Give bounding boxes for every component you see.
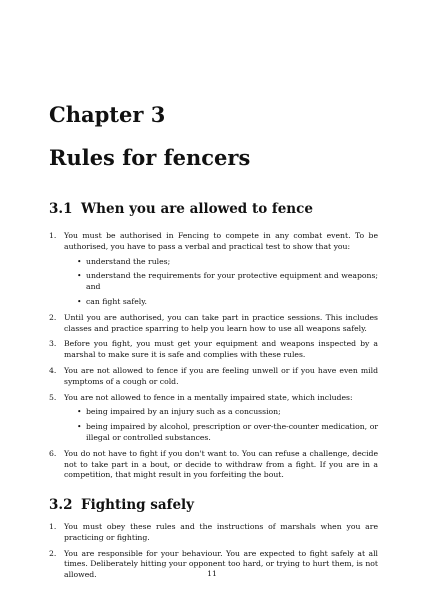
- bullet-item: • understand the requirements for your protective equipment and weapons; and: [77, 271, 378, 293]
- item-text: Until you are authorised, you can take part in practice sessions. This includes classes and practice sparring to help you learn how to use all weapons safely.: [64, 312, 378, 333]
- item-number: 1.: [49, 231, 57, 240]
- bullet-item: • understand the rules;: [77, 257, 378, 268]
- bullet-list: [64, 407, 378, 443]
- bullet-item: • can fight safely.: [77, 297, 378, 308]
- item-text: You are responsible for your behaviour. You are expected to fight safely at all times. Deliberately hitting your opponent too hard, or trying to hurt them, is not allowed.: [64, 548, 378, 580]
- bullet-item: • being impaired by alcohol, prescription or over-the-counter medication, or illegal or controlled substances.: [77, 422, 378, 444]
- list-item: [49, 522, 378, 544]
- list-item: [49, 393, 378, 444]
- rules-list: [49, 231, 378, 486]
- list-item: [49, 366, 378, 388]
- item-number: 5.: [49, 392, 57, 402]
- item-text: Before you fight, you must get your equipment and weapons inspected by a marshal to make sure it is safe and complies with these rules.: [64, 339, 378, 360]
- item-text: You must be authorised in Fencing to compete in any combat event. To be authorised, you have to pass a verbal and practical test to show that you:: [64, 231, 378, 251]
- item-text: You do not have to fight if you don't want to. You can refuse a challenge, decide not to take part in a bout, or decide to withdraw from a fight. If you are in a competition, that might result in you forfeiting the bout.: [64, 448, 378, 480]
- list-item: [49, 449, 378, 481]
- page-number: 11: [207, 569, 217, 578]
- item-number: 3.: [49, 339, 57, 349]
- list-item: [49, 339, 378, 361]
- chapter-label: Chapter 3: [49, 102, 166, 127]
- item-number: 2.: [49, 312, 57, 322]
- item-text: You are not allowed to fence in a mentally impaired state, which includes:: [64, 392, 353, 402]
- item-text: You are not allowed to fence if you are feeling unwell or if you have even mild symptoms of a cough or cold.: [64, 365, 378, 386]
- item-text: You must obey these rules and the instructions of marshals when you are practicing or fighting.: [64, 522, 378, 542]
- list-item: [49, 313, 378, 335]
- item-number: 6.: [49, 448, 57, 458]
- section-title: Fighting safely: [81, 497, 195, 513]
- section-heading: [49, 497, 194, 513]
- section-title: When you are allowed to fence: [81, 201, 313, 217]
- chapter-title: Rules for fencers: [49, 145, 251, 170]
- bullet-list: [64, 257, 378, 308]
- bullet-item: • being impaired by an injury such as a concussion;: [77, 407, 378, 418]
- item-number: 1.: [49, 522, 57, 531]
- section-number: 3.2: [49, 497, 73, 513]
- section-number: 3.1: [49, 201, 73, 217]
- section-heading: [49, 201, 313, 217]
- item-number: 2.: [49, 548, 57, 558]
- list-item: [49, 231, 378, 308]
- item-number: 4.: [49, 365, 57, 375]
